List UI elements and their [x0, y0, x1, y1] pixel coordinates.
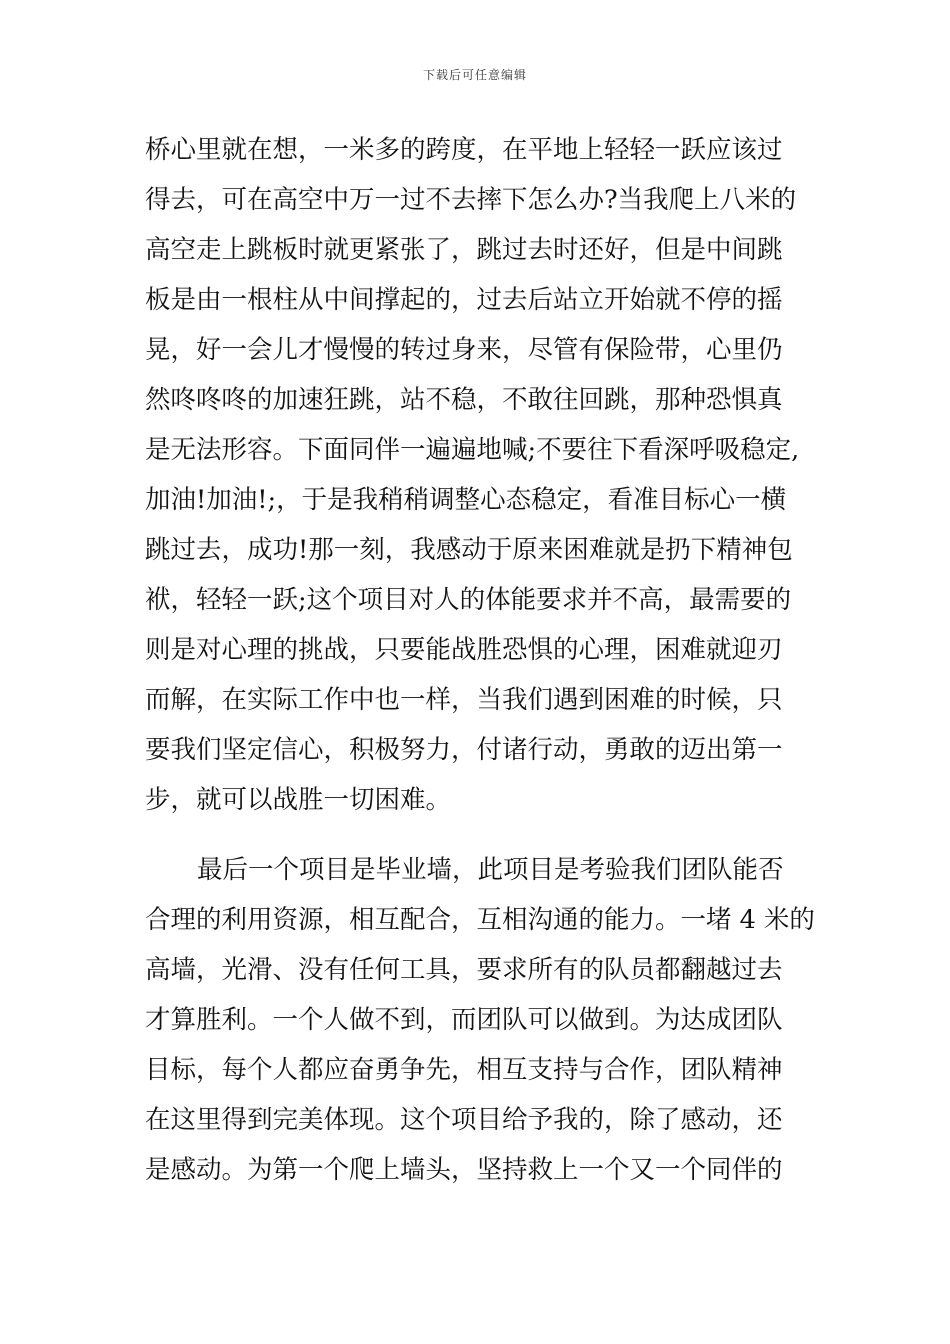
- paragraph-1: [145, 125, 825, 825]
- text-line: 跳过去，成功!那一刻，我感动于原来困难就是扔下精神包: [145, 535, 793, 565]
- text-line: 合理的利用资源，相互配合，互相沟通的能力。一堵 4 米的: [145, 905, 815, 935]
- text-line: 而解，在实际工作中也一样，当我们遇到困难的时候，只: [145, 685, 783, 715]
- text-line: 板是由一根柱从中间撑起的，过去后站立开始就不停的摇: [145, 285, 783, 315]
- text-line: 加油!加油!;，于是我稍稍调整心态稳定，看准目标心一横: [145, 485, 787, 515]
- text-line: 目标，每个人都应奋勇争先，相互支持与合作，团队精神: [145, 1055, 783, 1085]
- page-header: 下载后可任意编辑: [422, 68, 527, 82]
- paragraph-2: [145, 845, 825, 1195]
- text-line: 得去，可在高空中万一过不去摔下怎么办?当我爬上八米的: [145, 185, 797, 215]
- text-line: 高空走上跳板时就更紧张了，跳过去时还好，但是中间跳: [145, 235, 783, 265]
- text-line: 袱，轻轻一跃;这个项目对人的体能要求并不高，最需要的: [145, 585, 792, 615]
- text-line: 才算胜利。一个人做不到，而团队可以做到。为达成团队: [145, 1005, 783, 1035]
- text-line-indented: 最后一个项目是毕业墙，此项目是考验我们团队能否: [197, 855, 784, 885]
- text-line: 高墙，光滑、没有任何工具，要求所有的队员都翻越过去: [145, 955, 783, 985]
- text-line: 要我们坚定信心，积极努力，付诸行动，勇敢的迈出第一: [145, 735, 783, 765]
- text-line: 然咚咚咚的加速狂跳，站不稳，不敢往回跳，那种恐惧真: [145, 385, 783, 415]
- text-line: 则是对心理的挑战，只要能战胜恐惧的心理，困难就迎刃: [145, 635, 783, 665]
- text-line: 桥心里就在想，一米多的跨度，在平地上轻轻一跃应该过: [145, 135, 783, 165]
- text-line: 是感动。为第一个爬上墙头，坚持救上一个又一个同伴的: [145, 1155, 783, 1185]
- text-line: 晃，好一会儿才慢慢的转过身来，尽管有保险带，心里仍: [145, 335, 783, 365]
- text-line: 在这里得到完美体现。这个项目给予我的，除了感动，还: [145, 1105, 783, 1135]
- text-line: 是无法形容。下面同伴一遍遍地喊;不要往下看深呼吸稳定,: [145, 435, 800, 465]
- text-line: 步，就可以战胜一切困难。: [145, 785, 452, 815]
